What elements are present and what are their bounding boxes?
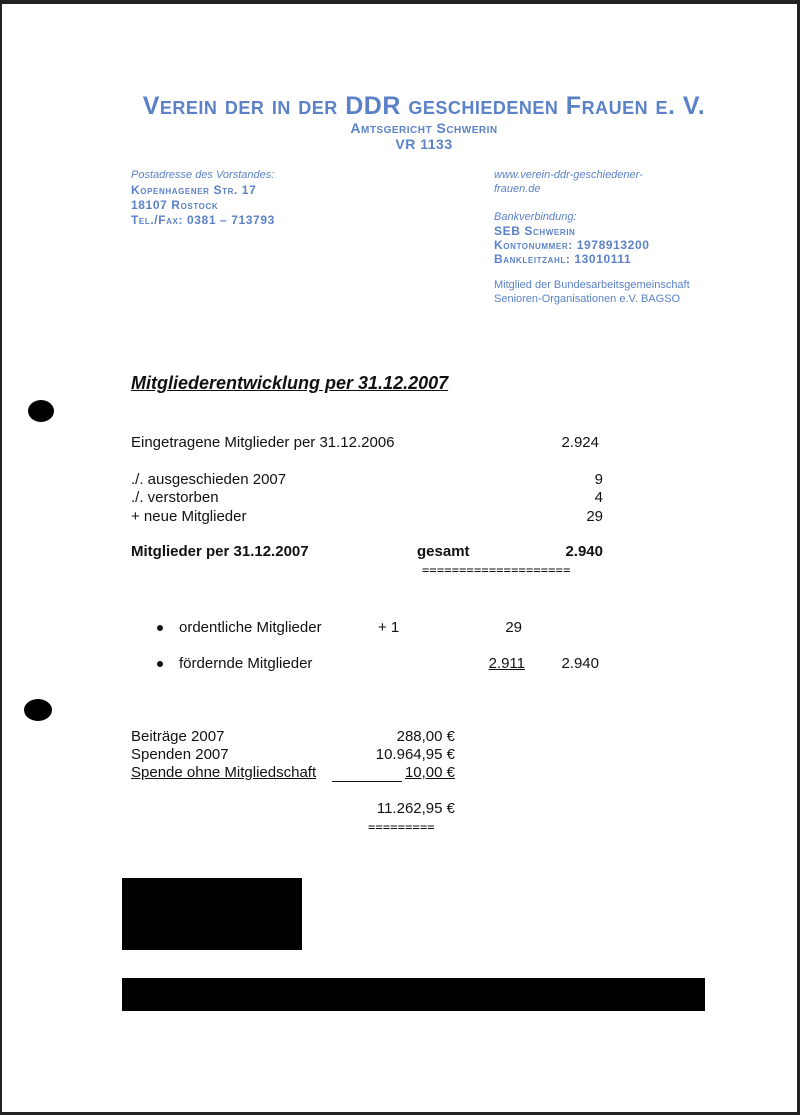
- donations-value: 10.964,95 €: [375, 746, 455, 763]
- redacted-block: [122, 878, 302, 950]
- total-gesamt-label: gesamt: [417, 543, 470, 560]
- deceased-label: ./. verstorben: [131, 489, 219, 506]
- finance-sum-value: 11.262,95 €: [376, 800, 455, 817]
- bank-name: SEB Schwerin: [494, 224, 576, 238]
- registered-value: 2.924: [561, 434, 599, 451]
- street: Kopenhagener Str. 17: [131, 183, 257, 197]
- regular-members-value: 29: [505, 619, 522, 636]
- bullet-icon: [157, 661, 163, 667]
- court-name: Amtsgericht Schwerin: [350, 120, 498, 136]
- bank-info-block: [494, 168, 690, 306]
- punch-hole: [28, 400, 54, 422]
- left-members-label: ./. ausgeschieden 2007: [131, 471, 287, 488]
- supporting-members-value: 2.911: [488, 655, 525, 672]
- donations-label: Spenden 2007: [131, 746, 229, 763]
- new-members-label: + neue Mitglieder: [131, 508, 247, 525]
- redacted-bar: [122, 978, 705, 1011]
- membership-line2: Senioren-Organisationen e.V. BAGSO: [494, 293, 681, 305]
- page-title: Mitgliederentwicklung per 31.12.2007: [131, 373, 449, 393]
- nonmember-underline: [332, 781, 402, 782]
- left-members-value: 9: [594, 471, 603, 488]
- nonmember-donation-value: 10,00 €: [404, 764, 455, 781]
- fees-label: Beiträge 2007: [131, 728, 225, 745]
- total-label: Mitglieder per 31.12.2007: [131, 543, 309, 560]
- account-number: Kontonummer: 1978913200: [494, 238, 650, 252]
- organization-name: Verein der in der DDR geschiedenen Frauen e. V.: [142, 92, 706, 120]
- scan-edge-top: [0, 0, 800, 4]
- registered-label: Eingetragene Mitglieder per 31.12.2006: [131, 434, 395, 451]
- postal-address-block: [131, 168, 275, 228]
- bank-label: Bankverbindung:: [494, 211, 577, 223]
- members-total-value: 2.940: [561, 655, 599, 672]
- website-line2: frauen.de: [494, 183, 541, 195]
- total-double-rule: ====================: [422, 563, 571, 577]
- regular-members-label: ordentliche Mitglieder: [179, 619, 322, 636]
- membership-line1: Mitglied der Bundesarbeitsgemeinschaft: [494, 279, 690, 291]
- phone-fax: Tel./Fax: 0381 – 713793: [131, 213, 275, 227]
- supporting-members-label: fördernde Mitglieder: [179, 655, 313, 672]
- city: 18107 Rostock: [131, 198, 219, 212]
- finance-double-rule: =========: [368, 820, 435, 834]
- bullet-icon: [157, 625, 163, 631]
- deceased-value: 4: [594, 489, 603, 506]
- postal-label: Postadresse des Vorstandes:: [131, 169, 275, 181]
- bank-code: Bankleitzahl: 13010111: [494, 252, 632, 266]
- total-value: 2.940: [565, 543, 603, 560]
- new-members-value: 29: [586, 508, 603, 525]
- regular-members-change: + 1: [378, 619, 400, 636]
- fees-value: 288,00 €: [396, 728, 455, 745]
- scan-edge-left: [0, 0, 2, 1115]
- nonmember-donation-label: Spende ohne Mitgliedschaft: [131, 764, 317, 781]
- punch-hole: [24, 699, 52, 721]
- register-number: VR 1133: [395, 136, 453, 152]
- website-line1: www.verein-ddr-geschiedener-: [494, 169, 643, 181]
